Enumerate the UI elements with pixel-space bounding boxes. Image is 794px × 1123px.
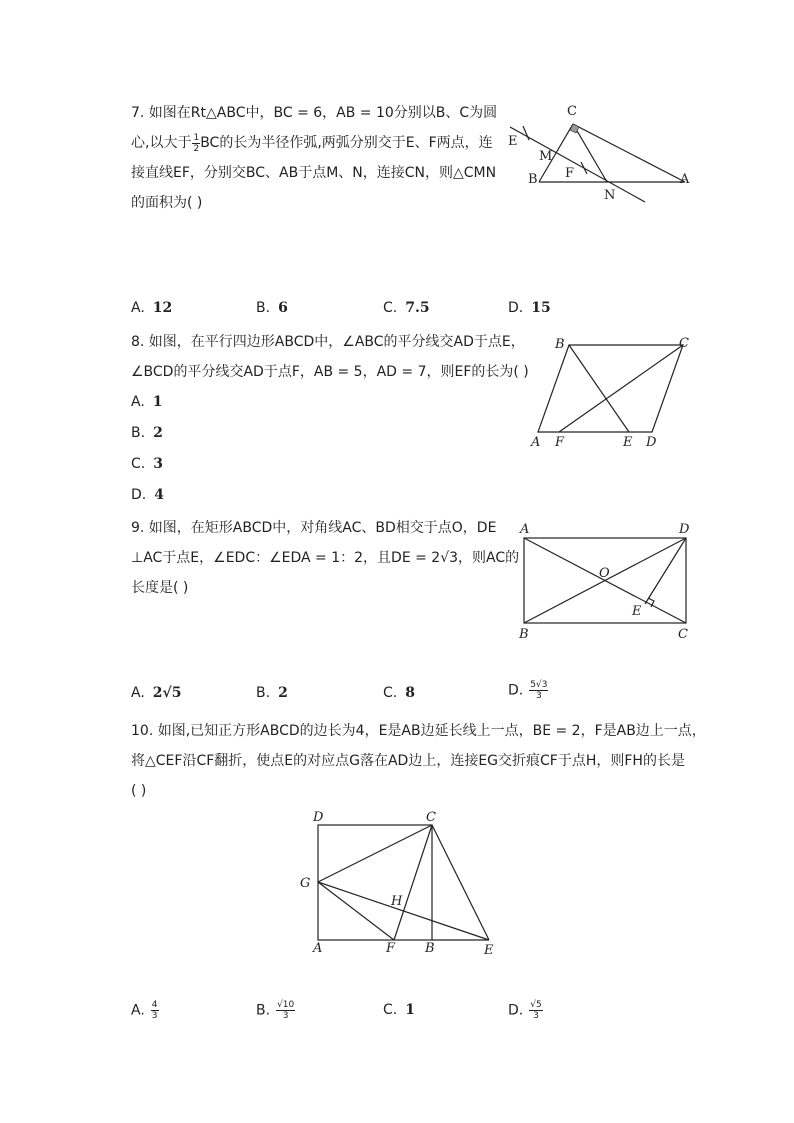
q10-segment-cf bbox=[394, 825, 432, 940]
q8-option-a[interactable] bbox=[131, 394, 163, 410]
q10-option-c-letter: C. bbox=[383, 1002, 398, 1018]
q8-label-f: F bbox=[555, 435, 565, 450]
q8-parallelogram bbox=[538, 345, 683, 432]
q8-label-b: B bbox=[555, 337, 565, 352]
q9-option-d[interactable] bbox=[508, 680, 548, 701]
q10-option-a-fraction bbox=[151, 1000, 159, 1021]
q7-arc-mark-f bbox=[581, 162, 587, 174]
q10-option-a-letter: A. bbox=[131, 1002, 145, 1019]
q10-segment-ge bbox=[318, 882, 489, 940]
q9-segment-de bbox=[645, 538, 686, 604]
q9-option-a[interactable] bbox=[131, 685, 181, 701]
q8-option-b-value: 2 bbox=[153, 425, 163, 441]
q7-line-2a: 心,以大于 bbox=[131, 135, 192, 151]
question-10-text bbox=[131, 716, 706, 806]
question-7-text bbox=[131, 98, 497, 218]
q9-label-c: C bbox=[678, 627, 688, 642]
q7-line-1: 7. 如图在Rt△ABC中，BC = 6，AB = 10分别以B、C为圆 bbox=[131, 105, 498, 121]
q10-line-3: ( ) bbox=[131, 783, 147, 799]
q10-square bbox=[318, 825, 432, 940]
q10-label-b: B bbox=[425, 941, 435, 956]
q8-line-1: 8. 如图，在平行四边形ABCD中，∠ABC的平分线交AD于点E， bbox=[131, 334, 525, 350]
q8-figure bbox=[528, 333, 698, 448]
q10-option-a-num: 4 bbox=[151, 1000, 158, 1010]
q8-label-d: D bbox=[646, 435, 657, 450]
q7-option-b[interactable] bbox=[256, 300, 288, 316]
q9-option-d-den: 3 bbox=[535, 691, 542, 701]
q7-option-a[interactable] bbox=[131, 300, 172, 316]
q10-line-1: 10. 如图,已知正方形ABCD的边长为4，E是AB边延长线上一点，BE = 2，F是AB边上一点， bbox=[131, 723, 706, 739]
q8-option-c[interactable] bbox=[131, 456, 163, 472]
q10-option-c-value: 1 bbox=[405, 1002, 415, 1018]
q10-option-a[interactable] bbox=[131, 1000, 159, 1021]
question-9-text bbox=[131, 513, 519, 603]
q7-option-d[interactable] bbox=[508, 300, 551, 316]
q7-half-den: 2 bbox=[193, 143, 200, 154]
q7-line-2b: BC的长为半径作弧,两弧分别交于E、F两点，连 bbox=[200, 135, 493, 151]
q8-option-a-value: 1 bbox=[152, 394, 163, 410]
q9-option-d-fraction bbox=[529, 680, 548, 701]
q9-option-a-letter: A. bbox=[131, 685, 145, 701]
q10-label-c: C bbox=[426, 810, 436, 825]
q10-segment-gf bbox=[318, 882, 394, 940]
q9-option-c-letter: C. bbox=[383, 685, 398, 701]
q10-segment-cg bbox=[318, 825, 432, 882]
q10-segment-ce bbox=[432, 825, 489, 940]
q9-option-c-value: 8 bbox=[405, 685, 415, 701]
q9-label-o: O bbox=[599, 566, 610, 581]
q8-option-c-letter: C. bbox=[131, 456, 146, 472]
q10-option-d[interactable] bbox=[508, 1000, 543, 1021]
q7-figure bbox=[505, 100, 690, 205]
q7-label-a: A bbox=[680, 172, 690, 187]
q7-option-d-letter: D. bbox=[508, 300, 524, 316]
q8-option-d-letter: D. bbox=[131, 487, 147, 503]
q7-arc-mark-e bbox=[523, 126, 529, 140]
q8-option-c-value: 3 bbox=[153, 456, 163, 472]
q7-option-c-value: 7.5 bbox=[405, 300, 430, 316]
q9-option-d-num: 5√3 bbox=[530, 680, 548, 690]
q7-label-b: B bbox=[528, 172, 538, 187]
q7-line-3: 接直线EF，分别交BC、AB于点M、N，连接CN，则△CMN bbox=[131, 165, 497, 181]
q10-label-g: G bbox=[300, 876, 311, 891]
q8-option-a-letter: A. bbox=[131, 394, 145, 410]
q9-label-d: D bbox=[679, 522, 690, 537]
q9-option-b[interactable] bbox=[256, 685, 288, 701]
q9-line-3: 长度是( ) bbox=[131, 580, 189, 596]
q8-label-c: C bbox=[679, 336, 689, 351]
q9-label-a: A bbox=[520, 522, 530, 537]
q8-label-a: A bbox=[531, 435, 541, 450]
q9-label-e: E bbox=[632, 604, 642, 619]
q7-option-d-value: 15 bbox=[531, 300, 551, 316]
q9-line-1: 9. 如图，在矩形ABCD中，对角线AC、BD相交于点O，DE bbox=[131, 520, 497, 536]
q9-option-a-value: 2√5 bbox=[152, 685, 182, 701]
q7-line-4: 的面积为( ) bbox=[131, 195, 203, 211]
q10-option-b-num: √10 bbox=[277, 1000, 295, 1010]
q9-option-d-letter: D. bbox=[508, 682, 524, 699]
q10-option-b-fraction bbox=[276, 1000, 295, 1021]
q8-label-e: E bbox=[623, 435, 633, 450]
q8-line-2: ∠BCD的平分线交AD于点F，AB = 5，AD = 7，则EF的长为( ) bbox=[131, 364, 529, 380]
q10-label-a: A bbox=[313, 941, 323, 956]
question-8-text bbox=[131, 327, 529, 387]
q10-option-a-den: 3 bbox=[151, 1011, 158, 1021]
q10-label-d: D bbox=[313, 810, 324, 825]
q8-option-d[interactable] bbox=[131, 487, 164, 503]
q10-option-d-num: √5 bbox=[530, 1000, 542, 1010]
q7-label-c: C bbox=[567, 104, 577, 119]
q7-line-2 bbox=[131, 128, 497, 158]
q7-option-b-value: 6 bbox=[278, 300, 288, 316]
q10-option-b-den: 3 bbox=[282, 1011, 289, 1021]
q7-half-num: 1 bbox=[193, 132, 200, 143]
q9-line-2: ⊥AC于点E，∠EDC：∠EDA = 1：2，且DE = 2√3，则AC的 bbox=[131, 550, 520, 566]
q8-option-d-value: 4 bbox=[154, 487, 164, 503]
q8-option-b-letter: B. bbox=[131, 425, 146, 441]
q7-option-c-letter: C. bbox=[383, 300, 398, 316]
q8-option-b[interactable] bbox=[131, 425, 163, 441]
q9-figure bbox=[515, 520, 695, 645]
q9-label-b: B bbox=[519, 627, 529, 642]
q10-line-2: 将△CEF沿CF翻折，使点E的对应点G落在AD边上，连接EG交折痕CF于点H，则FH的长是 bbox=[131, 753, 685, 769]
q10-option-b[interactable] bbox=[256, 1000, 295, 1021]
q7-option-b-letter: B. bbox=[256, 300, 271, 316]
q10-label-h: H bbox=[391, 894, 403, 909]
q7-label-f: F bbox=[565, 166, 575, 181]
q7-line-ef bbox=[510, 127, 645, 202]
q10-option-c[interactable] bbox=[383, 1002, 415, 1018]
q10-option-d-den: 3 bbox=[533, 1011, 539, 1021]
q10-option-d-letter: D. bbox=[508, 1002, 524, 1019]
q9-option-b-letter: B. bbox=[256, 685, 271, 701]
q9-option-b-value: 2 bbox=[278, 685, 288, 701]
q9-option-c[interactable] bbox=[383, 685, 415, 701]
q7-label-n: N bbox=[604, 188, 616, 203]
q10-figure bbox=[295, 805, 505, 958]
q10-label-e: E bbox=[484, 943, 494, 958]
q7-option-a-value: 12 bbox=[152, 300, 173, 316]
q7-option-c[interactable] bbox=[383, 300, 430, 316]
q7-option-a-letter: A. bbox=[131, 300, 145, 316]
q7-label-m: M bbox=[539, 149, 553, 164]
q7-label-e: E bbox=[508, 134, 518, 149]
q10-option-b-letter: B. bbox=[256, 1002, 271, 1019]
q10-label-f: F bbox=[386, 941, 396, 956]
q10-option-d-fraction bbox=[529, 1000, 542, 1021]
